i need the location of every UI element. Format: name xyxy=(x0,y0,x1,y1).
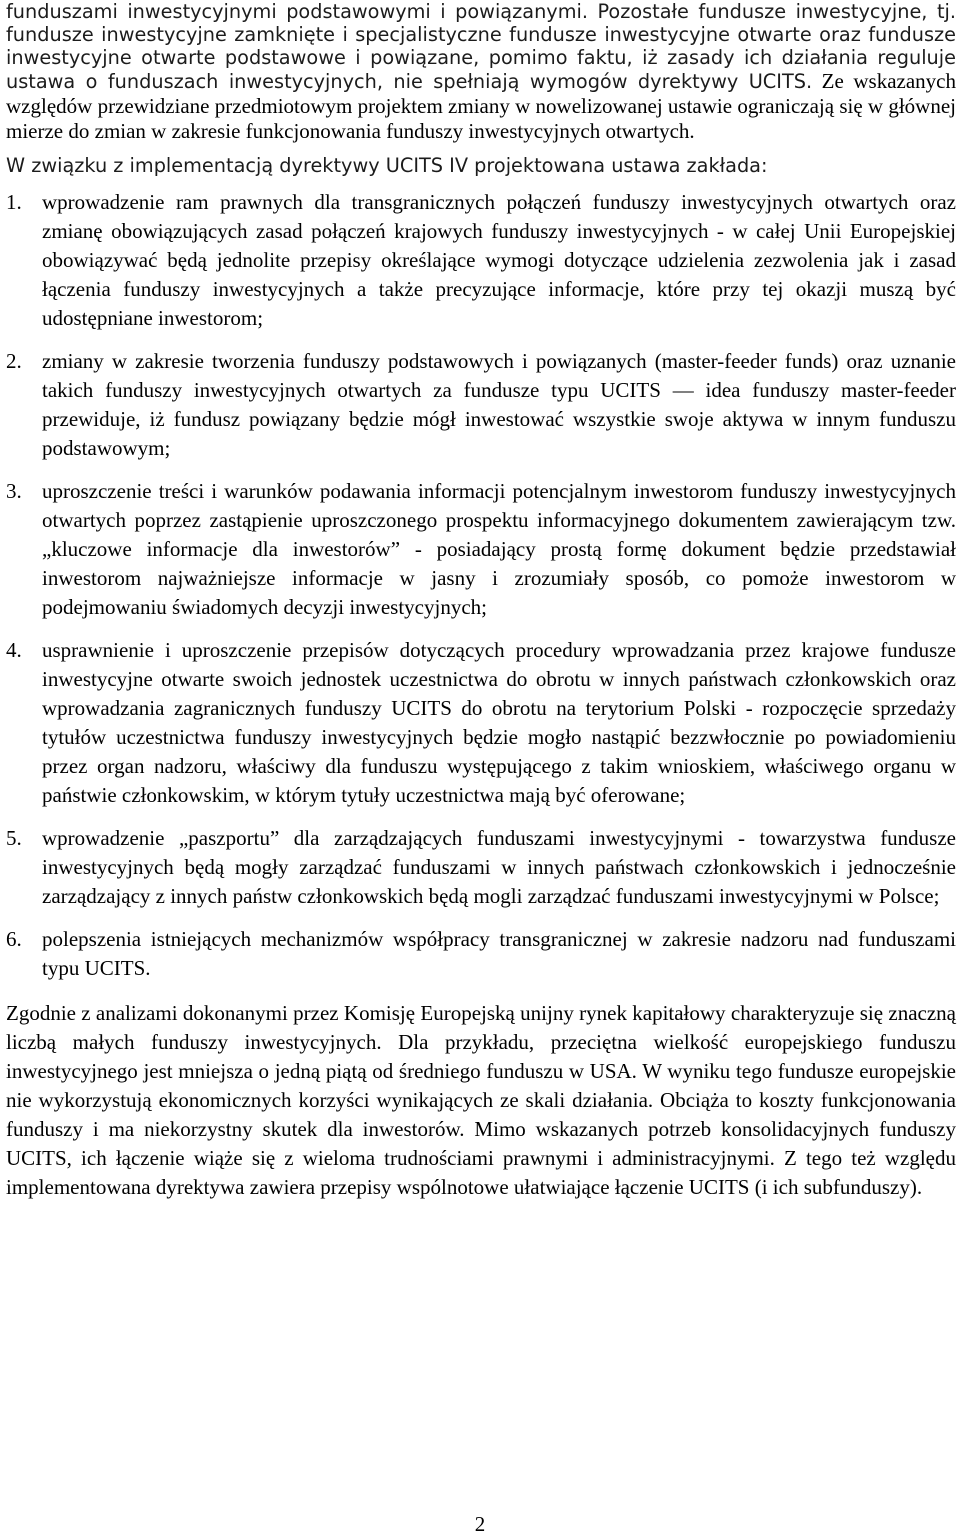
document-page xyxy=(6,0,956,1202)
list-item xyxy=(6,925,956,983)
list-number: 4. xyxy=(6,638,22,662)
list-item-text: wprowadzenie „paszportu” dla zarządzających funduszami inwestycyjnymi - towarzystwa fundusze inwestycyjnych będą mogły zarządzać funduszami w innych państwach członkowskich i jednocześnie zarządzający z innych państw członkowskich będą mogli zarządzać funduszami inwestycyjnymi w Polsce; xyxy=(42,826,956,908)
list-number: 6. xyxy=(6,927,22,951)
list-item xyxy=(6,477,956,622)
intro-paragraph xyxy=(6,0,956,144)
closing-paragraph: Zgodnie z analizami dokonanymi przez Komisję Europejską unijny rynek kapitałowy charakteryzuje się znaczną liczbą małych funduszy inwestycyjnych. Dla przykładu, przeciętna wielkość europejskiego funduszu inwestycyjnego jest mniejsza o jedną piątą od średniego funduszu w USA. W wyniku tego fundusze europejskie nie wykorzystują ekonomicznych korzyści wynikających ze skali działania. Obciąża to koszty funkcjonowania funduszy i ma niekorzystny skutek dla inwestorów. Mimo wskazanych potrzeb konsolidacyjnych funduszy UCITS, ich łączenie wiąże się z wieloma trudnościami prawnymi i administracyjnymi. Z tego też względu implementowana dyrektywa zawiera przepisy wspólnotowe ułatwiające łączenie UCITS (i ich subfunduszy). xyxy=(6,1001,956,1199)
list-item-text: polepszenia istniejących mechanizmów współpracy transgranicznej w zakresie nadzoru nad funduszami typu UCITS. xyxy=(42,927,956,980)
list-number: 5. xyxy=(6,826,22,850)
page-number: 2 xyxy=(474,1512,486,1536)
lead-in-text: W związku z implementacją dyrektywy UCITS IV projektowana ustawa zakłada: xyxy=(6,154,768,177)
list-item-text: zmiany w zakresie tworzenia funduszy podstawowych i powiązanych (master-feeder funds) oraz uznanie takich funduszy inwestycyjnych otwartych za fundusze typu UCITS — idea funduszy master-feeder przewiduje, iż fundusz powiązany będzie mógł inwestować wszystkie swoje aktywa w innym funduszu podstawowym; xyxy=(42,349,956,460)
list-item xyxy=(6,636,956,810)
list-number: 1. xyxy=(6,190,22,214)
list-item-text: wprowadzenie ram prawnych dla transgranicznych połączeń funduszy inwestycyjnych otwartych oraz zmianę obowiązujących zasad połączeń krajowych funduszy inwestycyjnych - w całej Unii Europejskiej obowiązywać będą jednolite przepisy określające wymogi dotyczące udzielenia zezwolenia jak i zasad łączenia funduszy inwestycyjnych a także precyzujące informacje, które przy tej okazji muszą być udostępniane inwestorom; xyxy=(42,190,956,330)
list-number: 2. xyxy=(6,349,22,373)
intro-serif-text: Ze wskazanych względów przewidziane przedmiotowym projektem zmiany w nowelizowanej ustawie ograniczają się w głównej mierze do zmian w zakresie funkcjonowania funduszy inwestycyjnych otwartych. xyxy=(6,69,956,143)
list-item xyxy=(6,824,956,911)
list-item xyxy=(6,347,956,463)
list-item-text: uproszczenie treści i warunków podawania informacji potencjalnym inwestorom funduszy inwestycyjnych otwartych poprzez zastąpienie uproszczonego prospektu informacyjnego dokumentem zawierającym tzw. „kluczowe informacje dla inwestorów” - posiadający prostą formę dokument będzie przedstawiał inwestorom najważniejsze informacje w jasny i zrozumiały sposób, co pomoże inwestorom w podejmowaniu świadomych decyzji inwestycyjnych; xyxy=(42,479,956,619)
list-number: 3. xyxy=(6,479,22,503)
list-item-text: usprawnienie i uproszczenie przepisów dotyczących procedury wprowadzania przez krajowe fundusze inwestycyjne otwarte swoich jednostek uczestnictwa do obrotu w innych państwach członkowskich oraz wprowadzania zagranicznych funduszy UCITS do obrotu na terytorium Polski - rozpoczęcie sprzedaży tytułów uczestnictwa funduszy inwestycyjnych będzie mogło nastąpić bezzwłocznie po powiadomieniu przez organ nadzoru, właściwy dla funduszu występującego z takim wnioskiem, właściwego organu w państwie członkowskim, w którym tytuły uczestnictwa mają być oferowane; xyxy=(42,638,956,807)
intro-sans-text: funduszami inwestycyjnymi podstawowymi i powiązanymi. Pozostałe fundusze inwestycyjne, tj. fundusze inwestycyjne zamknięte i specjalistyczne fundusze inwestycyjne otwarte oraz fundusze inwestycyjne otwarte podstawowe i powiązane, pomimo faktu, iż zasady ich działania reguluje ustawa o funduszach inwestycyjnych, nie spełniają wymogów dyrektywy UCITS. xyxy=(6,0,956,93)
provisions-list xyxy=(6,188,956,983)
list-item xyxy=(6,188,956,333)
